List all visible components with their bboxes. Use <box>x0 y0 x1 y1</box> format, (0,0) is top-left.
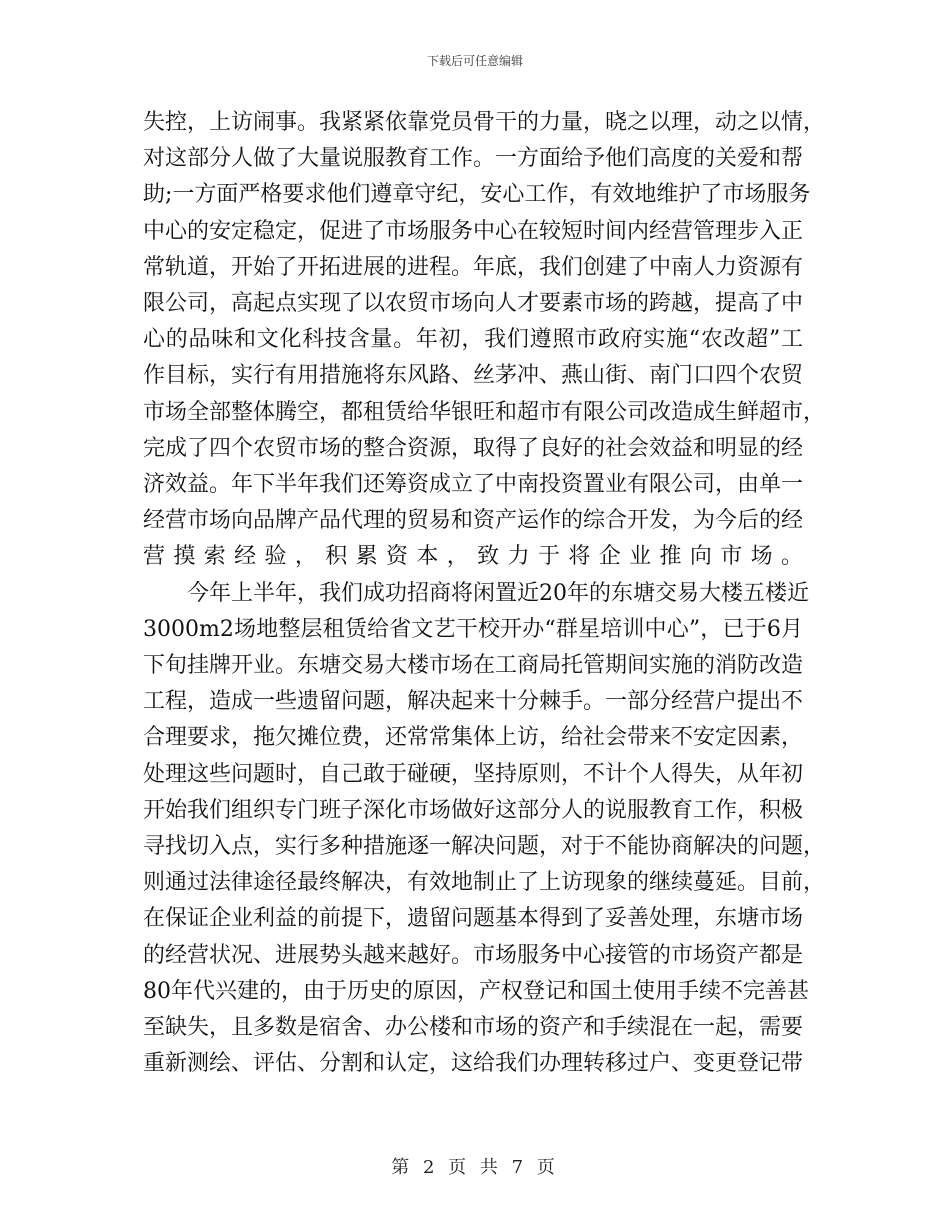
text-line: 3000m2场地整层租赁给省文艺干校开办“群星培训中心”，已于6月 <box>143 616 803 642</box>
text-line: 心的品味和文化科技含量。年初，我们遵照市政府实施“农改超”工 <box>143 327 803 353</box>
text-line: 至缺失，且多数是宿舍、办公楼和市场的资产和手续混在一起，需要 <box>143 1015 804 1041</box>
text-line: 则通过法律途径最终解决，有效地制止了上访现象的继续蔓延。目前， <box>143 870 826 896</box>
text-line: 营摸索经验，积累资本，致力于将企业推向市场。 <box>143 544 803 570</box>
text-line: 济效益。年下半年我们还筹资成立了中南投资置业有限公司，由单一 <box>143 472 804 498</box>
text-line: 常轨道，开始了开拓进展的进程。年底，我们创建了中南人力资源有 <box>143 254 804 280</box>
paragraph-2 <box>143 576 826 1083</box>
text-line: 下旬挂牌开业。东塘交易大楼市场在工商局托管期间实施的消防改造 <box>143 653 804 679</box>
text-line: 重新测绘、评估、分割和认定，这给我们办理转移过户、变更登记带 <box>143 1051 804 1077</box>
text-line: 寻找切入点，实行多种措施逐一解决问题，对于不能协商解决的问题， <box>143 834 826 860</box>
text-line: 对这部分人做了大量说服教育工作。一方面给予他们高度的关爱和帮 <box>143 146 804 172</box>
text-line: 失控，上访闹事。我紧紧依靠党员骨干的力量，晓之以理，动之以情， <box>143 110 826 135</box>
text-line: 中心的安定稳定，促进了市场服务中心在较短时间内经营管理步入正 <box>143 218 804 244</box>
text-line: 助;一方面严格要求他们遵章守纪，安心工作，有效地维护了市场服务 <box>143 182 811 208</box>
text-line: 工程，造成一些遗留问题，解决起来十分棘手。一部分经营户提出不 <box>143 689 804 715</box>
document-body <box>143 105 826 1082</box>
text-line: 80年代兴建的，由于历史的原因，产权登记和国土使用手续不完善甚 <box>143 978 809 1004</box>
text-line: 开始我们组织专门班子深化市场做好这部分人的说服教育工作，积极 <box>143 797 804 823</box>
text-line: 在保证企业利益的前提下，遗留问题基本得到了妥善处理，东塘市场 <box>143 906 804 932</box>
text-line: 完成了四个农贸市场的整合资源，取得了良好的社会效益和明显的经 <box>143 435 804 461</box>
paragraph-1 <box>143 105 826 576</box>
page-number: 第 2 页 共 7 页 <box>391 1157 559 1178</box>
page-header: 下载后可任意编辑 <box>426 54 523 68</box>
text-line: 限公司，高起点实现了以农贸市场向人才要素市场的跨越，提高了中 <box>143 291 804 317</box>
text-line: 处理这些问题时，自己敢于碰硬，坚持原则，不计个人得失，从年初 <box>143 761 804 787</box>
text-line: 作目标，实行有用措施将东风路、丝茅冲、燕山街、南门口四个农贸 <box>143 363 804 389</box>
text-line: 的经营状况、进展势头越来越好。市场服务中心接管的市场资产都是 <box>143 942 804 968</box>
text-line: 合理要求，拖欠摊位费，还常常集体上访，给社会带来不安定因素， <box>143 725 804 751</box>
text-line: 经营市场向品牌产品代理的贸易和资产运作的综合开发，为今后的经 <box>143 508 804 534</box>
text-line: 市场全部整体腾空，都租赁给华银旺和超市有限公司改造成生鲜超市， <box>143 399 826 425</box>
text-line: 今年上半年，我们成功招商将闲置近20年的东塘交易大楼五楼近 <box>143 580 809 606</box>
